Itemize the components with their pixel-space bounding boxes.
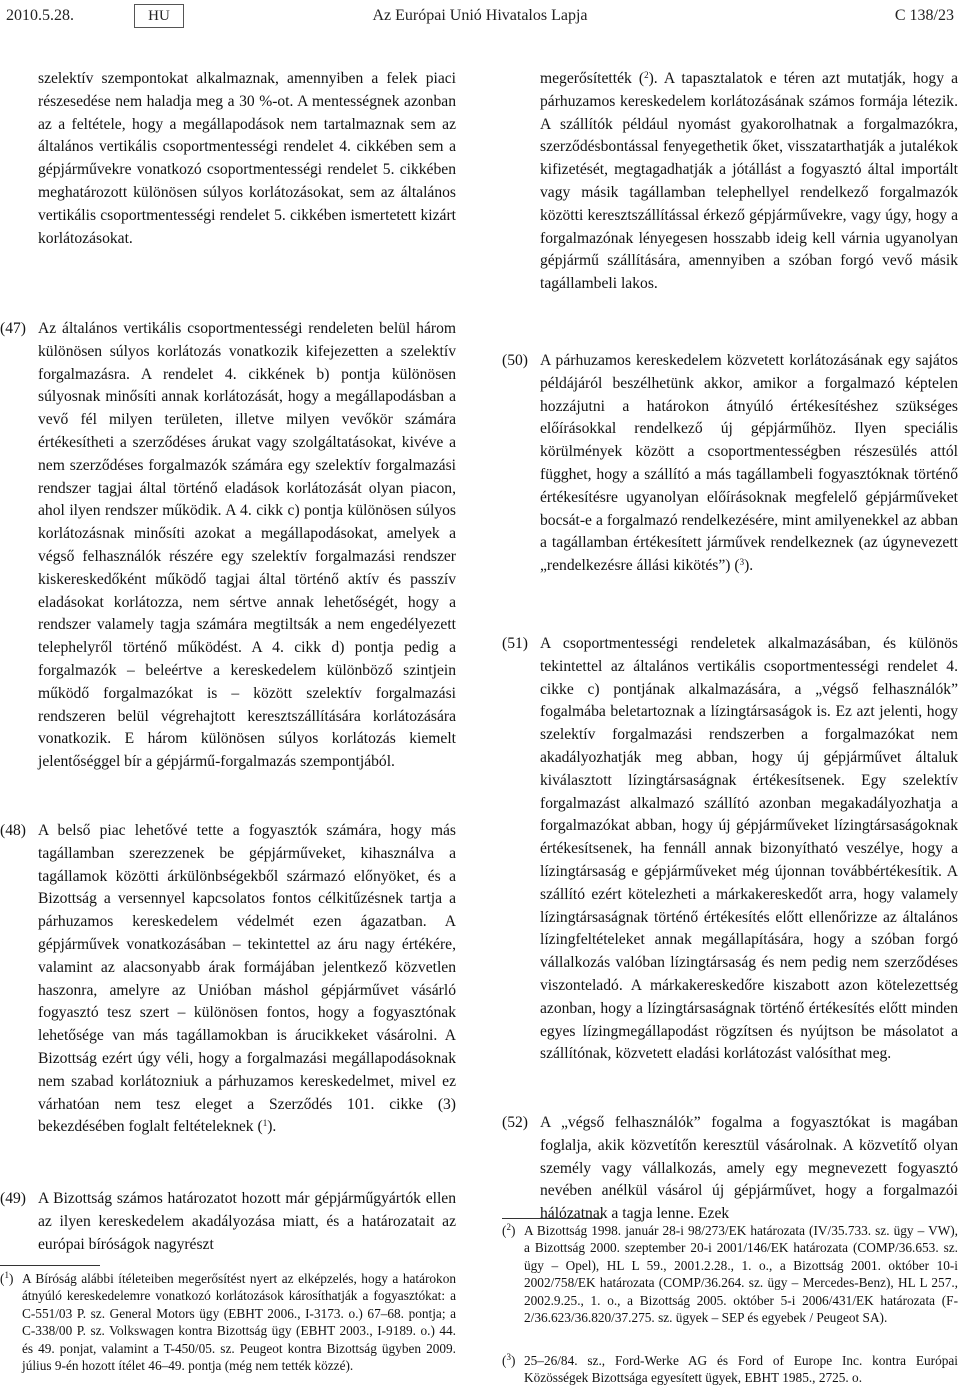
footnote-text: 25–26/84. sz., Ford-Werke AG és Ford of Europe Inc. kontra Európai Közösségek Bizottsága egyesített ügyek, EBHT 1985., 2725. o.: [524, 1353, 958, 1386]
footnote-divider: [0, 1265, 100, 1266]
left-intro-text: szelektív szempontokat alkalmaznak, amennyiben a felek piaci részesedése nem haladja meg a 30 %-ot. A mentességnek azonban az a feltétele, hogy a megállapodások nem tartalmaznak sem az általános vertikális csoportmentességi rendelet 4. cikkében sem a gépjárművekre vonatkozó csoportmentességi rendelet 5. cikkében meghatározott különösen súlyos korlátozásokat, sem az általános vertikális csoportmentességi rendelet 5. cikkében ismertetett kizárt korlátozásokat.: [38, 70, 456, 247]
paragraph-50: [502, 350, 958, 580]
footnote-3: [502, 1352, 958, 1390]
footnote-2: [502, 1222, 958, 1344]
footnote-number: ($^3$): [502, 1352, 516, 1368]
paragraph-48: [0, 820, 456, 1136]
footnote-number: ($^1$): [0, 1270, 14, 1286]
journal-title: Az Európai Unió Hivatalos Lapja: [372, 7, 588, 24]
right-intro-text: megerősítették ($^2$). A tapasztalatok e téren azt mutatják, hogy a párhuzamos kereskedelem korlátozásának számos formája létezik. A szállítók például nyomást gyakorolhatnak a forgalmazókra, szerződésbontással fenyegethetik őket, visszatarthatják a jutalékok kifizetését, megtagadhatják a jótállást a fogyasztó által importált vagy másik tagállamban telephellyel rendelkező forgalmazók közötti keresztszállítással érkező gépjárművekre, vagy úgy, hogy a forgalmazónak lényegesen hosszabb ideig kell várnia ugyanolyan gépjármű szállítására, amennyiben a szóban forgó vevő másik tagállambeli lakos.: [540, 70, 958, 293]
header-date: 2010.5.28.: [6, 7, 74, 24]
paragraph-text: A Bizottság számos határozatot hozott már gépjárműgyártók ellen az ilyen kereskedelem akadályozása miatt, és a határozatait az európai bíróságok nagyrészt: [38, 1190, 456, 1253]
language-badge: HU: [134, 4, 184, 28]
paragraph-number: (49): [0, 1190, 26, 1207]
paragraph-text: A „végső felhasználók” fogalma a fogyasztókat is magában foglalja, akik közvetítőn keresztül vásárolnak. A közvetítő olyan személy vagy vállalkozás, amely egy megnevezett fogyasztó nevében anélkül vásárol új gépjárművet, hogy a forgalmazói hálózatnak a tagja lenne. Ezek: [540, 1114, 958, 1223]
paragraph-number: (47): [0, 320, 26, 337]
paragraph-text: A csoportmentességi rendeletek alkalmazásában, és különös tekintettel az általános vertikális csoportmentességi rendelet 4. cikke c) pontjának alkalmazására, a „végső felhasználók” fogalmába beletartoznak a lízingtársaságok is. Ez azt jelenti, hogy szelektív forgalmazási rendszerben a forgalmazókat nem akadályozhatják meg abban, hogy új gépjárművet általuk kiválasztott lízingtársaságnak értékesítsenek. Egy szelektív forgalmazást alkalmazó szállító azonban megakadályozhatja a forgalmazókat abban, hogy új gépjárműveket lízingtársaságoknak értékesítsenek, ha fennáll annak bizonyítható veszélye, hogy a lízingtársaság e gépjárműveket még újonnan továbbértékesítik. A szállító ezért kötelezheti a márkakereskedőt arra, hogy valamely lízingtársaságnak történő értékesítés előtt ellenőrizze az általános lízingfeltételeket annak megállapítására, hogy a szóban forgó vállalkozás valóban lízingtársaság és nem pedig nem szerződéses viszonteladó. A márkakereskedőre kiszabott azon kötelezettség azonban, hogy a lízingtársaságnak történő értékesítés előtt minden egyes lízingmegállapodást rögzítsen és nyújtson be másolatot a szállítónak, közvetett eladási korlátozást valósíthat meg.: [540, 635, 958, 1063]
paragraph-number: (52): [502, 1114, 528, 1131]
paragraph-number: (50): [502, 352, 528, 369]
footnote-1: [0, 1270, 456, 1388]
paragraph-52: [502, 1112, 958, 1223]
page-reference: C 138/23: [894, 7, 954, 24]
footnote-divider: [502, 1218, 602, 1219]
paragraph-47: [0, 318, 456, 771]
footnote-ref: 2: [644, 70, 649, 80]
footnote-ref: 3: [739, 557, 745, 568]
paragraph-text: A párhuzamos kereskedelem közvetett korlátozásának egy sajátos példájáról beszélhetünk akkor, amikor a forgalmazó képtelen hozzájutni a határokon átnyúló értékesítéshez szükséges előírásokkal rendelkező új gépjárműhöz. Ilyen speciális körülmények között a csoportmentességben részesülés attól függhet, hogy a szállító a más tagállambeli fogyasztóknak történő értékesítésre ugyanolyan előírásoknak megfelelő gépjárműveket bocsát-e a forgalmazó rendelkezésére, mint amilyenekkel az abban a tagállamban értékesített járművek rendelkeznek (az úgynevezett „rendelkezésre állási kikötés”) ($^3$).: [540, 352, 958, 575]
footnote-ref: 1: [262, 1118, 268, 1129]
paragraph-49: [0, 1188, 456, 1258]
paragraph-text: A belső piac lehetővé tette a fogyasztók számára, hogy más tagállamban szerezzenek be gépjárműveket, kihasználva a tagállamok közötti árkülönbségekből származó előnyöket, és a Bizottság a versennyel kapcsolatos fontos célkitűzésnek tartja a párhuzamos kereskedelem védelmét ezen ágazatban. A gépjárművek vonatkozásában – tekintettel az áru nagy értékére, valamint az alacsonyabb árak formájában jelentkező közvetlen haszonra, amelyre az Unióban máshol gépjárművet vásárló fogyasztó tesz szert – különösen fontos, hogy a fogyasztónak lehetősége van más tagállamokban is árucikkeket vásárolni. A Bizottság ezért úgy véli, hogy a forgalmazási megállapodásoknak nem szabad korlátozniuk a párhuzamos kereskedelmet, mivel ez várhatóan nem tesz eleget a Szerződés 101. cikke (3) bekezdésében foglalt feltételeknek ($^1$).: [38, 822, 456, 1136]
paragraph-number: (51): [502, 635, 528, 652]
footnote-text: A Bíróság alábbi ítéleteiben megerősítést nyert az elképzelés, hogy a határokon átnyúló kereskedelemre vonatkozó korlátozások károsíthatják a fogyasztókat: a C-551/03 P. sz. General Motors ügy (EBHT 2006., I-3173. o.) 67–68. pontja; a C-338/00 P. sz. Volkswagen kontra Bizottság ügy (EBHT 2003., I-9189. o.) 44. és 49. ponjat, valamint a T-450/05. sz. Peugeot kontra Bizottság ügyben 2009. július 9-én hozott ítélet 46–49. pontja (még nem tették közzé).: [22, 1271, 456, 1374]
page-header: [0, 4, 960, 34]
paragraph-number: (48): [0, 822, 26, 839]
paragraph-51: [502, 633, 958, 1093]
footnote-text: A Bizottság 1998. január 28-i 98/273/EK határozata (IV/35.733. sz. ügy – VW), a Bizottság 2000. szeptember 20-i 2001/146/EK határozata (COMP/36.653. sz. ügy – Opel), HL L 59., 2001.2.28., 1. o., a Bizottság 2001. október 10-i 2002/758/EK határozata (COMP/36.264. sz. ügy – Mercedes-Benz), HL L 257., 2002.9.25., 1. o., a Bizottság 2005. október 5-i 2006/431/EK határozata (F-2/36.623/36.820/37.275. sz. ügyek – SEP és egyebek / Peugeot SA).: [524, 1223, 958, 1326]
paragraph-text: Az általános vertikális csoportmentességi rendeleten belül három különösen súlyos korlátozás vonatkozik kifejezetten a szelektív forgalmazásra. A rendelet 4. cikkének b) pontja különösen súlyosnak minősíti annak korlátozását, hogy a megállapodásban a vevő fél milyen területen, illetve milyen vevőkör számára értékesítheti a szerződéses árukat vagy szolgáltatásokat, kivéve a nem szerződéses forgalmazók számára egy szelektív forgalmazási rendszer tagjai által történő eladások korlátozását olyan piacon, ahol ilyen rendszer működik. A 4. cikk c) pontja különösen súlyos korlátozásnak minősíti azokat a megállapodásokat, amelyek a végső felhasználók részére egy szelektív forgalmazási rendszer kiskereskedőként működő tagjai által történő aktív és passzív eladásokat korlátozza, nem sértve annak lehetőségét, hogy a rendszer valamely tagja számára megtiltsák a nem engedélyezett telephelyről történő működést. A 4. cikk d) pontja pedig a forgalmazók – beleértve a kereskedelem különböző szintjein működő forgalmazókat is – között szelektív forgalmazási rendszeren belül végrehajtott keresztszállítására korlátozására vonatkozik. E három különösen súlyos korlátozás kiemelt jelentőséggel bír a gépjármű-forgalmazás szempontjából.: [38, 320, 456, 771]
footnote-number: ($^2$): [502, 1222, 516, 1238]
